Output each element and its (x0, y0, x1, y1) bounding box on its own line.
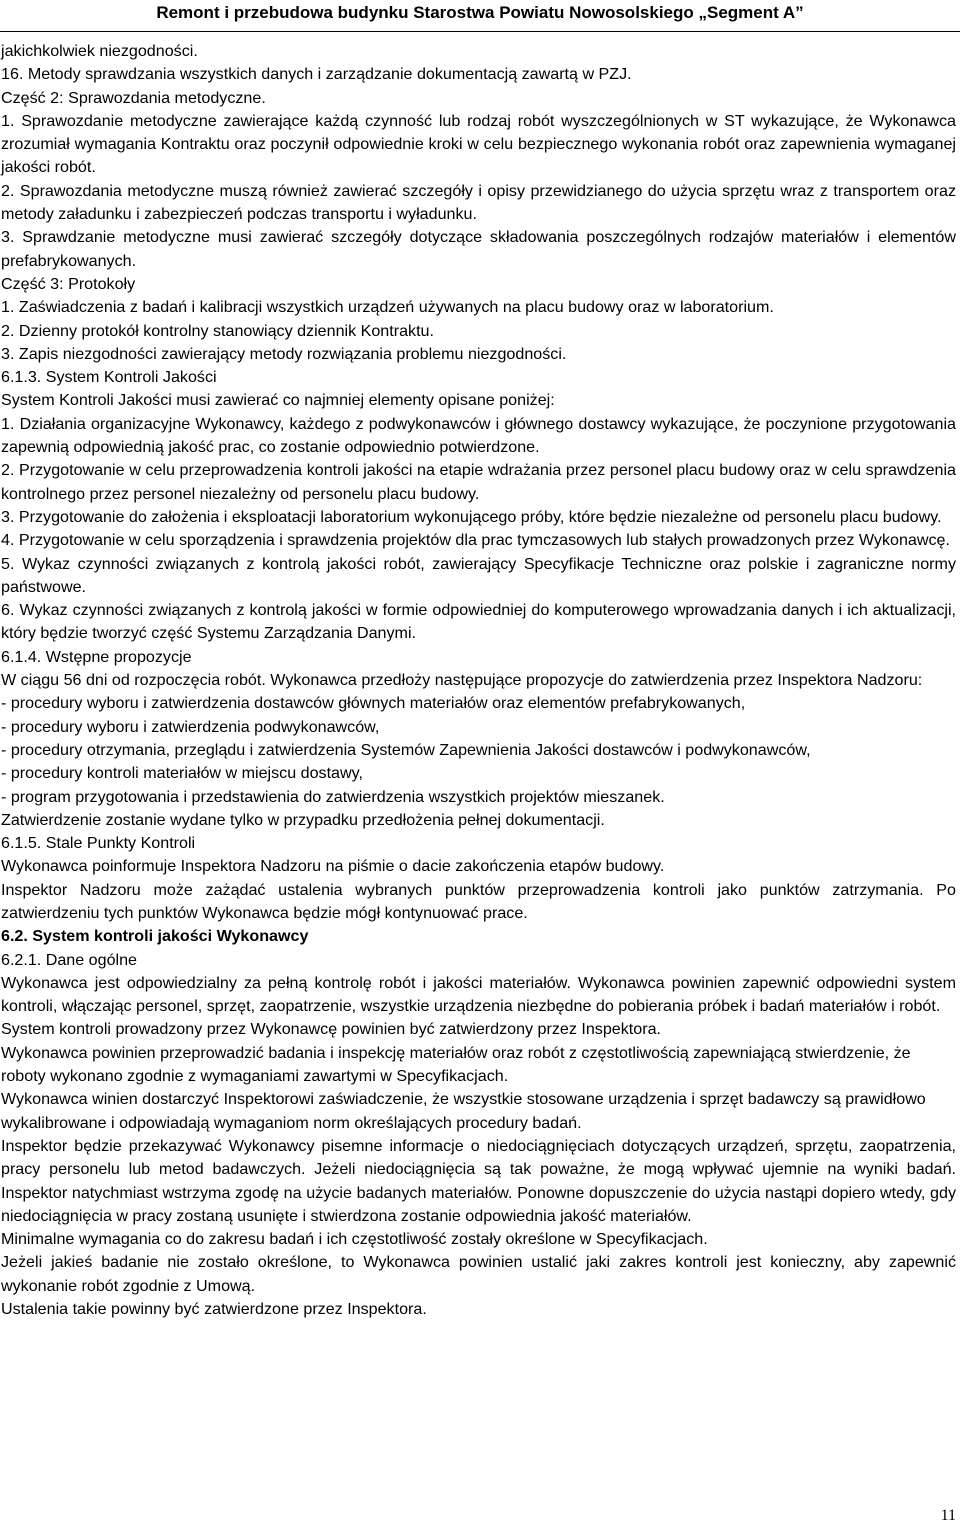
header-divider (0, 31, 960, 32)
body-paragraph: W ciągu 56 dni od rozpoczęcia robót. Wykonawca przedłoży następujące propozycje do zatwierdzenia przez Inspektora Nadzoru: (1, 671, 923, 690)
body-paragraph: - procedury wyboru i zatwierdzenia dostawców głównych materiałów oraz elementów prefabrykowanych, (1, 694, 746, 713)
body-paragraph: - procedury otrzymania, przeglądu i zatwierdzenia Systemów Zapewnienia Jakości dostawców i podwykonawców, (1, 740, 811, 759)
body-paragraph: 3. Sprawdzanie metodyczne musi zawierać szczegóły dotyczące składowania poszczególnych rodzajów materiałów i elementów prefabrykowanych. (1, 228, 956, 270)
body-paragraph: - procedury kontroli materiałów w miejscu dostawy, (1, 764, 363, 783)
body-paragraph: - program przygotowania i przedstawienia do zatwierdzenia wszystkich projektów mieszanek. (1, 787, 665, 806)
body-paragraph: 2. Przygotowanie w celu przeprowadzenia kontroli jakości na etapie wdrażania przez personel placu budowy oraz w celu sprawdzenia kontrolnego przez personel niezależny od personelu placu budowy. (1, 461, 956, 503)
body-paragraph: Jeżeli jakieś badanie nie zostało określone, to Wykonawca powinien ustalić jaki zakres kontroli jest konieczny, aby zapewnić wykonanie robót zgodnie z Umową. (1, 1253, 956, 1295)
body-paragraph: 5. Wykaz czynności związanych z kontrolą jakości robót, zawierający Specyfikacje Techniczne oraz polskie i zagraniczne normy państwowe. (1, 554, 956, 596)
body-paragraph: 2. Dzienny protokół kontrolny stanowiący dziennik Kontraktu. (1, 321, 434, 340)
body-paragraph: 6. Wykaz czynności związanych z kontrolą jakości w formie odpowiedniej do komputerowego wprowadzania danych i ich aktualizacji, który będzie tworzyć część Systemu Zarządzania Danymi. (1, 601, 956, 643)
body-paragraph: 1. Zaświadczenia z badań i kalibracji wszystkich urządzeń używanych na placu budowy oraz w laboratorium. (1, 298, 774, 317)
page-number: 11 (940, 1507, 956, 1524)
body-paragraph: 6.1.4. Wstępne propozycje (1, 647, 192, 666)
body-paragraph: Inspektor będzie przekazywać Wykonawcy pisemne informacje o niedociągnięciach dotyczących urządzeń, sprzętu, zaopatrzenia, pracy personelu lub metod badawczych. Jeżeli niedociągnięcia są tak poważne, że mogą wpływać ujemnie na wyniki badań. Inspektor natychmiast wstrzyma zgodę na użycie badanych materiałów. Ponowne dopuszczenie do użycia nastąpi dopiero wtedy, gdy niedociągnięcia w pracy zostaną usunięte i stwierdzona zostanie odpowiednia jakość materiałów. (1, 1136, 956, 1225)
body-paragraph: 3. Zapis niezgodności zawierający metody rozwiązania problemu niezgodności. (1, 344, 567, 363)
body-paragraph: Część 2: Sprawozdania metodyczne. (1, 88, 266, 107)
section-heading: 6.2. System kontroli jakości Wykonawcy (1, 927, 309, 946)
body-paragraph: 3. Przygotowanie do założenia i eksploatacji laboratorium wykonującego próby, które będzie niezależne od personelu placu budowy. (1, 507, 942, 526)
body-paragraph: Wykonawca poinformuje Inspektora Nadzoru na piśmie o dacie zakończenia etapów budowy. (1, 857, 665, 876)
body-paragraph: Wykonawca jest odpowiedzialny za pełną kontrolę robót i jakości materiałów. Wykonawca powinien zapewnić odpowiedni system kontroli, włączając personel, sprzęt, zaopatrzenie, wszystkie urządzenia niezbędne do pobierania próbek i badań materiałów i robót. (1, 973, 956, 1016)
document-header-title: Remont i przebudowa budynku Starostwa Powiatu Nowosolskiego „Segment A” (156, 3, 804, 22)
body-paragraph: Część 3: Protokoły (1, 274, 136, 293)
body-paragraph: 1. Sprawozdanie metodyczne zawierające każdą czynność lub rodzaj robót wyszczególnionych w ST wykazujące, że Wykonawca zrozumiał wymagania Kontraktu oraz poczynił odpowiednie kroki w celu bezpiecznego wykonania robót oraz zapewnienia wymaganej jakości robót. (1, 111, 956, 177)
body-paragraph: 6.1.5. Stale Punkty Kontroli (1, 834, 196, 853)
body-paragraph: Zatwierdzenie zostanie wydane tylko w przypadku przedłożenia pełnej dokumentacji. (1, 810, 605, 829)
body-paragraph: Wykonawca winien dostarczyć Inspektorowi zaświadczenie, że wszystkie stosowane urządzenia i sprzęt badawczy są prawidłowo wykalibrowane i odpowiadają wymaganiom norm określających procedury badań. (1, 1090, 926, 1132)
body-paragraph: Ustalenia takie powinny być zatwierdzone przez Inspektora. (1, 1300, 427, 1319)
body-paragraph: - procedury wyboru i zatwierdzenia podwykonawców, (1, 717, 380, 736)
body-paragraph: Wykonawca powinien przeprowadzić badania i inspekcję materiałów oraz robót z częstotliwością zapewniającą stwierdzenie, że roboty wykonano zgodnie z wymaganiami zawartymi w Specyfikacjach. (1, 1043, 911, 1086)
body-paragraph: Minimalne wymagania co do zakresu badań i ich częstotliwość zostały określone w Specyfikacjach. (1, 1230, 708, 1249)
body-paragraph: 6.1.3. System Kontroli Jakości (1, 368, 217, 387)
body-paragraph: 16. Metody sprawdzania wszystkich danych i zarządzanie dokumentacją zawartą w PZJ. (1, 65, 632, 84)
body-paragraph: jakichkolwiek niezgodności. (1, 42, 198, 60)
body-paragraph: 1. Działania organizacyjne Wykonawcy, każdego z podwykonawców i głównego dostawcy wykazujące, że poczynione przygotowania zapewnią odpowiednią jakość prac, co zostanie odpowiednio potwierdzone. (1, 414, 956, 457)
document-body (1, 40, 956, 1321)
body-paragraph: Inspektor Nadzoru może zażądać ustalenia wybranych punktów przeprowadzenia kontroli jako punktów zatrzymania. Po zatwierdzeniu tych punktów Wykonawca będzie mógł kontynuować prace. (1, 880, 956, 922)
body-paragraph: 2. Sprawozdania metodyczne muszą również zawierać szczegóły i opisy przewidzianego do użycia sprzętu wraz z transportem oraz metody załadunku i zabezpieczeń podczas transportu i wyładunku. (1, 181, 956, 224)
body-paragraph: 4. Przygotowanie w celu sporządzenia i sprawdzenia projektów dla prac tymczasowych lub stałych prowadzonych przez Wykonawcę. (1, 531, 950, 550)
body-paragraph: 6.2.1. Dane ogólne (1, 950, 138, 969)
body-paragraph: System kontroli prowadzony przez Wykonawcę powinien być zatwierdzony przez Inspektora. (1, 1020, 661, 1039)
body-paragraph: System Kontroli Jakości musi zawierać co najmniej elementy opisane poniżej: (1, 391, 555, 410)
